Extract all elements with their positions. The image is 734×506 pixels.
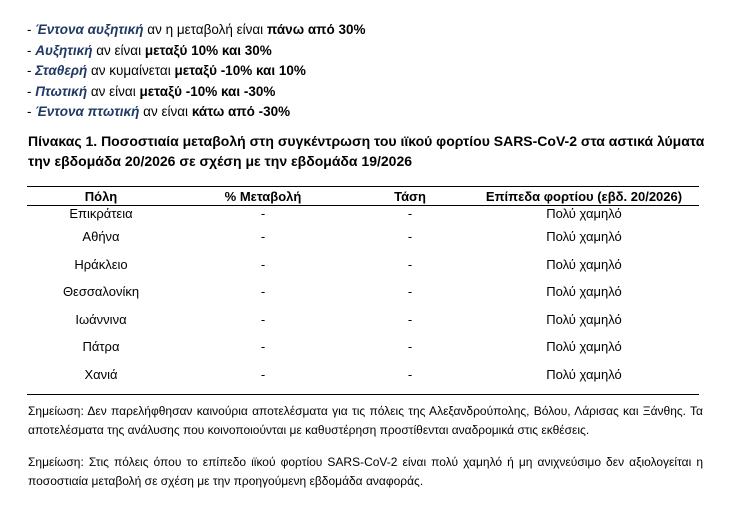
header-load-level: Επίπεδα φορτίου (εβδ. 20/2026) [469, 187, 699, 206]
legend-dash: - [27, 63, 36, 78]
cell-trend: - [407, 256, 413, 272]
cell-level: Πολύ χαμηλό [546, 311, 622, 327]
cell-trend: - [407, 311, 413, 327]
cell-change: - [260, 339, 266, 354]
table-row [27, 257, 699, 285]
trend-legend [27, 20, 366, 123]
cell-level: Πολύ χαμηλό [546, 256, 622, 272]
header-trend: Τάση [351, 187, 469, 206]
legend-item-increase [27, 41, 366, 62]
cell-trend: - [407, 206, 413, 221]
legend-item-strong-increase [27, 20, 366, 41]
cell-change: - [175, 367, 351, 395]
cell-level: Πολύ χαμηλό [546, 284, 622, 299]
cell-level: Πολύ χαμηλό [469, 367, 699, 395]
table-row [27, 339, 699, 367]
header-city: Πόλη [27, 187, 175, 206]
cell-change: - [260, 229, 266, 244]
legend-dash: - [27, 42, 36, 58]
table-header-row [27, 187, 699, 206]
table-row [27, 229, 699, 257]
cell-change: - [260, 256, 266, 272]
viral-load-table [27, 186, 699, 395]
legend-condition: κάτω από -30% [191, 104, 291, 119]
cell-level: Πολύ χαμηλό [546, 229, 622, 244]
legend-term: Έντονα αυξητική [35, 22, 144, 37]
cell-trend: - [351, 367, 469, 395]
cell-city: Ηράκλειο [74, 256, 128, 272]
cell-change: - [260, 311, 266, 327]
cell-city: Ιωάννινα [75, 311, 127, 327]
cell-city: Χανιά [27, 367, 175, 395]
legend-condition: πάνω από 30% [266, 22, 366, 37]
legend-dash: - [27, 83, 36, 99]
legend-term: Σταθερή [35, 63, 88, 78]
table-row [27, 367, 699, 395]
legend-dash: - [27, 22, 36, 37]
legend-condition: μεταξύ 10% και 30% [144, 42, 272, 58]
legend-condition: μεταξύ -10% και 10% [174, 63, 306, 78]
table-row [27, 312, 699, 340]
legend-text: αν είναι [92, 42, 145, 58]
legend-item-decrease [27, 82, 366, 103]
note-low-load: Σημείωση: Στις πόλεις όπου το επίπεδο ιϊκού φορτίου SARS-CoV-2 είναι πολύ χαμηλό ή μη ανιχνεύσιμο δεν αξιολογείται η ποσοστιαία μεταβολή σε σχέση με την προηγούμενη εβδομάδα αναφοράς. [28, 455, 703, 488]
legend-text: αν είναι [87, 83, 140, 99]
cell-city: Θεσσαλονίκη [62, 284, 140, 299]
cell-city: Πάτρα [82, 339, 120, 354]
note-missing-results: Σημείωση: Δεν παρελήφθησαν καινούρια αποτελέσματα για τις πόλεις της Αλεξανδρούπολης, Βόλου, Λάρισας και Ξάνθης. Τα αποτελέσματα της ανάλυσης που κοινοποιούνται με καθυστέρηση προστίθενται αναδρομικά στις εκθέσεις. [28, 404, 703, 437]
cell-level: Πολύ χαμηλό [546, 339, 622, 354]
cell-city: Επικράτεια [69, 206, 133, 221]
legend-term: Αυξητική [35, 42, 93, 58]
table-row [27, 284, 699, 312]
cell-change: - [260, 284, 266, 299]
legend-text: αν κυμαίνεται [87, 63, 175, 78]
legend-dash: - [27, 104, 36, 119]
cell-change: - [260, 206, 266, 221]
cell-trend: - [407, 339, 413, 354]
legend-term: Πτωτική [35, 83, 88, 99]
legend-item-strong-decrease [27, 102, 366, 123]
header-change: % Μεταβολή [175, 187, 351, 206]
cell-trend: - [407, 229, 413, 244]
legend-condition: μεταξύ -10% και -30% [139, 83, 276, 99]
cell-level: Πολύ χαμηλό [546, 206, 622, 221]
legend-text: αν η μεταβολή είναι [143, 22, 267, 37]
legend-item-stable [27, 61, 366, 82]
table-row [27, 206, 699, 230]
cell-trend: - [407, 284, 413, 299]
cell-city: Αθήνα [82, 229, 120, 244]
legend-term: Έντονα πτωτική [35, 104, 140, 119]
legend-text: αν είναι [139, 104, 192, 119]
table-caption: Πίνακας 1. Ποσοστιαία μεταβολή στη συγκέντρωση του ιϊκού φορτίου SARS-CoV-2 στα αστικά λύματα την εβδομάδα 20/2026 σε σχέση με την εβδομάδα 19/2026 [28, 133, 705, 169]
